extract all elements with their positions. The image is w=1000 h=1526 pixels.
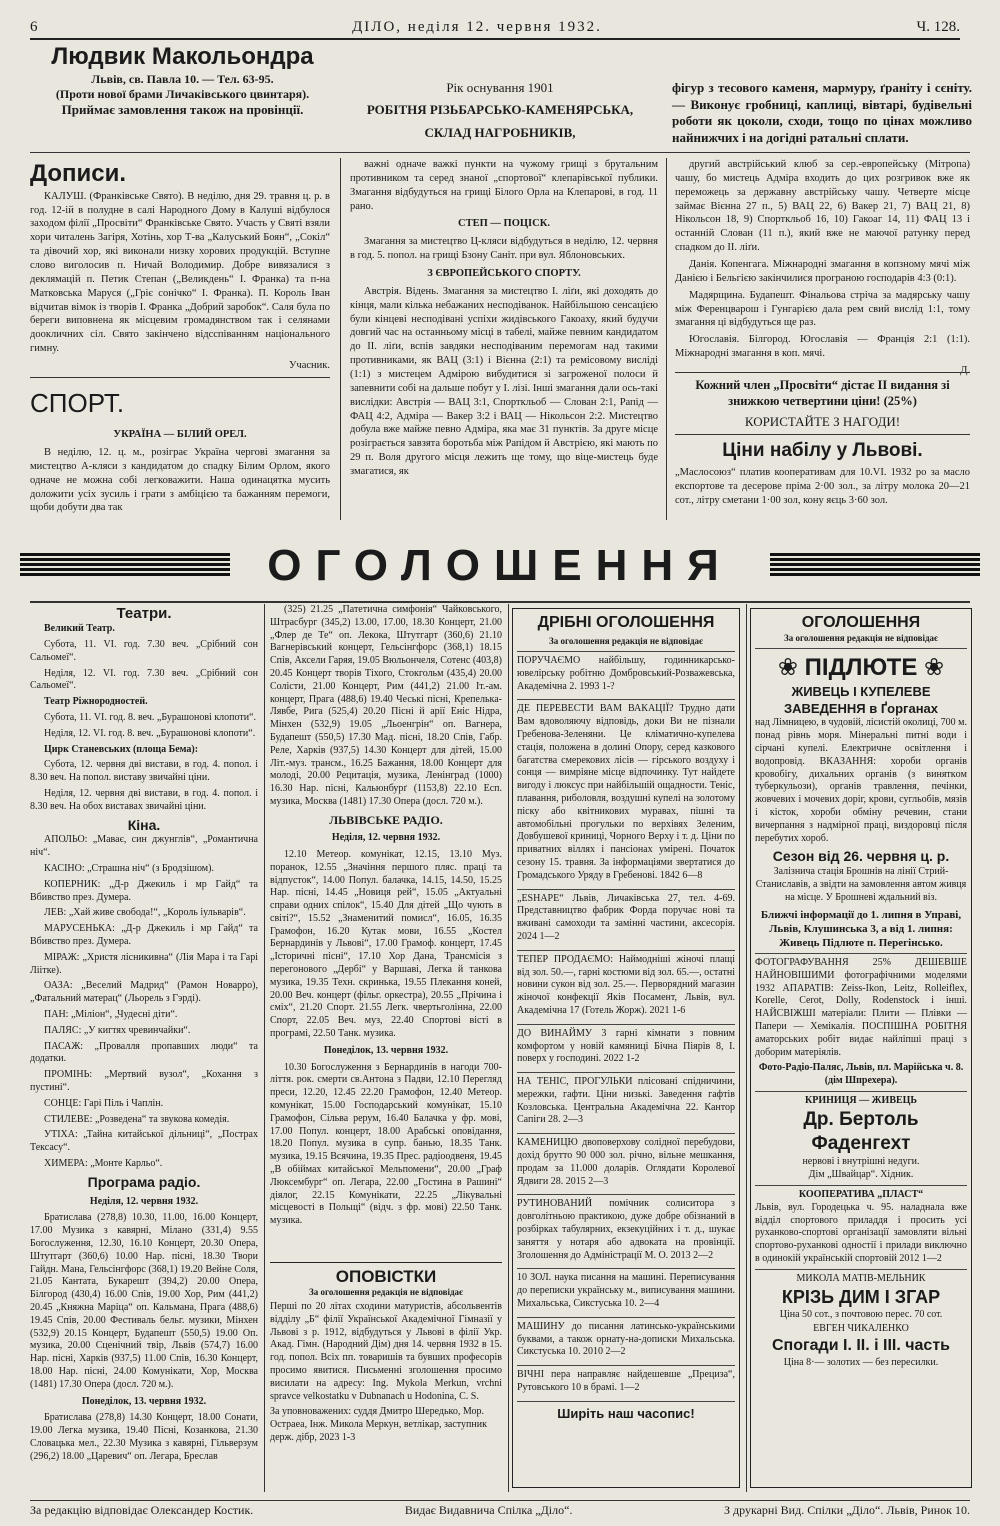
small-ad-1 xyxy=(517,652,735,700)
flower-icon: ❀ xyxy=(777,653,805,681)
doctor-specialty: нервові і внутрішні недуги. xyxy=(802,1156,920,1168)
doctor-address: Дім „Швайцар“. Хідник. xyxy=(755,1169,967,1186)
foto-text: ФОТОГРАФУВАННЯ 25% ДЕШЕВШЕ НАЙНОВІШИМИ фотографічними моделями 1932 АПАРАТІВ: Zeiss-Ikon, Leitz, Rolleiflex, Korelle, Cerot, Dolly, Rodenstock і інші. НАЙСВІЖШІ матеріали: Плити — Плівки — Папери — Хемікалія. ПОСПІШНА РОБІТНЯ аматорських робіт видає найліпші праці з доборим матеріялів. xyxy=(755,956,967,1058)
radio-day-2: Понеділок, 13. червня 1932. xyxy=(81,1395,207,1407)
small-ad-6 xyxy=(517,1073,735,1134)
book2-price: Ціна 8·— золотих — без пересилки. xyxy=(783,1356,939,1368)
prosvita-notice xyxy=(675,372,970,435)
cinema-5: МАРУСЕНЬКА: „Д-р Джекиль і мр Гайд“ та Вбивство през. Думера. xyxy=(30,923,258,948)
rule-top xyxy=(30,152,970,153)
cinema-1: АПОЛЬО: „Маває, син джунглів“, „Романтична ніч“. xyxy=(30,834,258,859)
pidlyute-name: ПІДЛЮТЕ xyxy=(804,653,918,681)
theatre-2a: Субота, 11. VI. год. 8. веч. „Бурашоновi клопоти“. xyxy=(44,711,257,723)
sport-text-4: Австрія. Відень. Змагання за мистецтво І. ліґи, які доходять до кінця, мали кілька небажаних несподіванок. Найбільшою сенсацією були кінцеві несподівані успіхи жидівського Гакоаху, який будучи довгий час на останньому місці в табелі, майже певним кандидатом до ІІ. ліґи, вспів завдяки несподіваним перемогам над такими противниками, як ВАЦ (3:1) і Вієнна (2:1) та ремісовому висліді (1:1) з мистецем Адмірою вибудитися зі загроженої полоси й запевнити собі на дальше побут у І. лізі. Інші змагання дали ось-такі вислідки: Австрія — ВАЦ 3:1, Спорткльоб — Слован 2:1, Рапід — ФАЦ 4:2, Адміра — Вакер 3:2 і ВАЦ — Нікольсон 2:2. Мистецтво добула вже майже певно Адміра, яка має 31 пунктів. За друге місце розіграється завзята боротьба між Рапідом й Австрією, які мають по 29 п. Воля другого місця лежить ще тому, що віце-мистець буде змагатися, як xyxy=(350,285,658,478)
pidlyute-info: Ближчі інформації до 1. липня в Управі, Львів, Клушинська 3, а від 1. липня: xyxy=(760,908,962,935)
lviv-radio-day-2: Понеділок, 13. червня 1932. xyxy=(323,1044,449,1056)
small-ad-5-text: ДО ВИНАЙМУ 3 гарні кімнати з повним комфортом у новій камяниці Бічна Піярів 8, І. поверх у господині. 2022 1-2 xyxy=(517,1027,735,1065)
dopysy-text: КАЛУШ. (Франківське Свято). В неділю, дня 29. травня ц. р. в год. 12-ій в полудне в салі Народного Дому в Калуші відбулося заходом філії „Просвіти“ Франківське Свято. Участь у Святі взяли хори читалень Загіря, Хотінь, хор Т-ва „Калуський Боян“, „Сокіл“ та дівочий хор, які виконали низку хорових продукцій. Вступне слово виголосив п. Ничай Володимир. Добре вивязалися з деклямацій п. Петик Степан („Великдень“ І. Франка) та п-на Матковська Маруся („Гріє сонічко“ І. Франка). П. Король Іван відчитав вімок із творів І. Франка „Добрий заробок“. Саля була по береги виповнена як місцевим громадянством так і селянами доокличних сіл. Свято закінчено відсспіванням національного гимну. xyxy=(30,190,330,355)
small-ad-4 xyxy=(517,951,735,1025)
ad-makolondra-note: Приймає замовлення також на провінції. xyxy=(61,102,304,117)
pidlyute-season: Сезон від 26. червня ц. р. xyxy=(772,848,950,865)
theatre-2: Театр Ріжнородностей. xyxy=(44,696,148,708)
plast-title: КООПЕРАТИВА „ПЛАСТ“ xyxy=(798,1188,924,1200)
opovistky-sign: За уповноважених: суддя Дмитро Шередько, Мор. Остраеа, Інж. Микола Меркун, ветлікар, заступник держ. дібр, 2023 1-3 xyxy=(270,1406,487,1443)
banner-ads xyxy=(20,537,980,599)
masthead: ДІЛО, неділя 12. червня 1932. xyxy=(352,19,602,35)
cinema-12: СОНЦЕ: Гарі Піль і Чаплін. xyxy=(44,1097,164,1109)
small-ad-7-text: КАМЕНИЦЮ двоповерхову солідної перебудови, дохід брутто 90 000 зол. річно, вільне мешкання, продам за 11.000 доларів. Оглядати Королевої Ядвиги 28. 2015 2—3 xyxy=(517,1137,735,1187)
pidlyute-title xyxy=(755,653,967,684)
cinema-14: УТІХА: „Тайна китайської дільниці“, „Пострах Тексасу“. xyxy=(30,1129,258,1154)
opovistky-title: ОПОВІСТКИ xyxy=(335,1267,437,1286)
dopysy-sign: Учасник. xyxy=(288,359,330,371)
small-ad-6-text: НА ТЕНІС, ПРОГУЛЬКИ плісовані спідничини, мережки, гафти. Ціни низькі. Заведення гафтів Козловська. Центральна Академічна 22. Кантор Сапіги 28. 2—3 xyxy=(517,1076,735,1126)
sport-text-6: Данія. Копенгага. Міжнародні змагання в копзному мячі між Данією і Бельгією закінчилися програною господарів 4:3 (0:1). xyxy=(675,259,970,284)
small-ad-8-text: РУТИНОВАНИЙ помічник солиситора з довголітньою практикою, дуже добре обізнаний в розбірках табулярних, екзекуційних і т. д., шукає заняття у нотаря або адвоката на провінції. Зголошення до Адміністрації М. О. 2013 2—2 xyxy=(517,1198,735,1261)
pidlyute-station: Залізнича стація Брошнів на лінії Стрий-Станиславів, а звідти на замовлення автом живця на місце. У Брошневі ждальний віз. xyxy=(755,866,967,903)
ads-right-sub: За оголошення редакція не відповідає xyxy=(755,633,967,649)
theatre-3: Цирк Станевських (площа Бема): xyxy=(44,743,199,755)
pidlyute-sub: ЖИВЕЦЬ І КУПЕЛЕВЕ ЗАВЕДЕННЯ в Ґорганах xyxy=(783,683,939,716)
prices-text: „Маслосоюз“ платив кооперативам для 10.VI. 1932 ро за масло експортове та десерове пріма 2·00 зол., за літру молока 20—21 сот., літру сметани 1·00 зол, кону яєць 3·60 зол. xyxy=(675,467,970,506)
pidlyute-info2: Живець Підлюте п. Перегінсько. xyxy=(755,936,967,954)
book2-title: Спогади І. ІІ. і ІІІ. часть xyxy=(772,1337,950,1355)
cinema-6: МІРАЖ: „Христя лісникивна“ (Лія Мара і та Гарі Ліітке). xyxy=(30,951,258,976)
cinema-10: ПАСАЖ: „Провалля пропавших люди“ та додатки. xyxy=(30,1040,258,1065)
theatre-3a: Субота, 12. червня дві вистави, в год. 4. попол. і 8.30 веч. На попол. виставу звичайні ціни. xyxy=(30,759,258,784)
column-right-news xyxy=(675,158,970,377)
small-ads-sub: За оголошення редакція не відповідає xyxy=(517,633,735,652)
small-ads-title: ДРІБНІ ОГОЛОШЕННЯ xyxy=(537,614,715,631)
footer-editor: За редакцію відповідає Олександер Костик. xyxy=(30,1503,254,1517)
sport-text-8: Югославія. Білгород. Югославія — Франція 2:1 (1:1). Міжнародні змагання в коп. мячі. xyxy=(675,334,970,360)
radio-title: Програма радіо. xyxy=(87,1173,201,1190)
prices-title: Ціни набілу у Львові. xyxy=(722,440,923,461)
small-ad-5 xyxy=(517,1025,735,1073)
lviv-radio-title: ЛЬВІВСЬКЕ РАДІО. xyxy=(329,812,443,827)
flower-icon: ❀ xyxy=(917,653,945,681)
vrule-2 xyxy=(666,158,667,520)
sport-text-2: важні одначе важкі пункти на чужому грищі з брутальним противником та серед знаної „спортової“ клепарівської публики. Змагання відбудуться на грищі Білого Орла на Клепарові, в год. 11 рано. xyxy=(350,159,658,212)
footer-printer: З друкарні Вид. Спілки „Діло“. Львів, Ринок 10. xyxy=(723,1503,970,1517)
small-ads-footer: Ширіть наш часопис! xyxy=(557,1405,695,1421)
opovistky-text: Перші по 20 літах сходини матуристів, абсольвентів відділу „Б“ філії Української Академічної Гімназії у Львові з р. 1912, відбудуться у Львові в філії Укр. Акад. Гімн. (Народний Дім) дня 14. червня 1932 в 15. год. попол. Всіх пп. товаришів та бувших професорів просимо явитися. Письменні зголошення просимо висилати на адресу: Ing. Mykola Merkun, vrchni spravce velkostatku v Dubnanach u Hodonina, C. S. xyxy=(270,1301,502,1402)
book-price: Ціна 50 сот., з почтовою перес. 70 сот. xyxy=(779,1308,943,1320)
column-small-ads xyxy=(512,608,740,1488)
prosvita-line1: Кожний член „Просвіти“ дістає ІІ видання зі знижкою четвертини ціни! (25%) xyxy=(695,378,950,409)
small-ad-8 xyxy=(517,1195,735,1269)
small-ad-2 xyxy=(517,700,735,889)
rule-banner xyxy=(30,601,970,603)
radio-day-1: Неділя, 12. червня 1932. xyxy=(89,1195,199,1207)
sport-sub-ukraina: УКРАЇНА — БІЛИЙ ОРЕЛ. xyxy=(113,429,247,441)
ad-workshop xyxy=(345,80,655,141)
theatre-3b: Неділя, 12. червня дві вистави, в год. 4. попол. і 8.30 веч. На обох виставах звичайні ціни. xyxy=(30,787,258,812)
prosvita-line2: КОРИСТАЙТЕ З НАГОДИ! xyxy=(744,413,901,429)
page-number: 6 xyxy=(30,19,38,35)
small-ad-7 xyxy=(517,1134,735,1195)
theatre-2b: Неділя, 12. VI. год. 8. веч. „Бурашонові клопоти“. xyxy=(44,727,256,739)
lviv-radio-day-1-text: 12.10 Метеор. комунікат, 12.15, 13.10 Муз. поранок, 12.55 „Значіння першого пляс. праці та відпусток“, 14.00 Попул. балачка, 14.15, 14.50, 15.25 Нар. пісні, 14.45 „Новиця рей“, 15.05 „Актуальні справи одних спілок“, 15.40 Для дітей „Що чують в світі?“, 15.52 „Знаменитий помисл“, 16.05, 16.35 Грамофон, 16.20 Кутак мови, 16.55 „Костел Бернардинів у Львові“, 17.00 Грамоф. концерт, 17.45 „Історичні пісні“, 17.10 Хор Дана, Трансмісія з перегонового „Дербі“ у Варшаві, Легка й танкова музика, 19.35 Техн. скринька, 19.55 Плекання коней, 20.00 Веч. концерт (фільг. оркестра), 20.55 „Прічина і сміх“, 21.20 Спорт. 21.55 Легк. чвертьголінна, 22.00 Спорт, 22.05 Веч. муз, 22.40 Спортові вісті в програмі, 22.50 Танк. музика. xyxy=(270,848,502,1040)
footer-publisher: Видає Видавнича Спілка „Діло“. xyxy=(404,1503,573,1517)
ad-workshop-desc: фігур з тесового каменя, мармуру, ґраніту і сєніту. — Виконує гробниці, каплиці, вівтарі, будівельні роботи як цоколи, сходи, тощо по цінах можливо найнижчих і на догідні ратальні сплати. xyxy=(672,80,972,145)
ad-makolondra-address: Львів, св. Павла 10. — Тел. 63-95. xyxy=(91,72,274,86)
sport-text-3: Змагання за мистецтво Ц-кляси відбудуться в неділю, 12. червня в год. 5. попол. на грищі Бзону Саніт. при вул. Яблоновських. xyxy=(350,236,658,262)
column-ads-right xyxy=(750,608,972,1488)
small-ad-2-text: ДЕ ПЕРЕВЕСТИ ВАМ ВАКАЦІЇ? Трудно дати Вам вдоволяючу відповідь, доки Ви не пізнали Гребенова-Зеленяни. Це кліматично-купелева стація, положена в долині Опору, серед казкового багатства смерекових лісів — гірського воздуху і сонця — вимріяне місце відпочинку. Тут найдете вигоду і люксус при найбільшій ощадности. Теніс, плавання, риболовля, воздушні купелі на золотому піску або квітникових муравах, пішні та автомобільні прогульки по верхівях Зеленим, Довбушевої криниці, Чорного Верху і т. д. Ціни по приватних віллях і пансіонах умірені. Почaток сезону 15. травня. За інформаціями звертатися до Громадського Уряду в Гребенові. 1842 6—8 xyxy=(517,703,735,881)
book-author: МИКОЛА МАТІВ-МЕЛЬНИК xyxy=(796,1272,926,1284)
rule-dopysy xyxy=(30,377,330,378)
cinema-13: СТИЛЕВЕ: „Розведена“ та звукова комедія. xyxy=(44,1113,230,1125)
book-title: КРІЗЬ ДИМ І ЗГАР xyxy=(781,1286,941,1307)
small-ad-10 xyxy=(517,1318,735,1366)
cinema-7: ОАЗА: „Веселий Мадрид“ (Рамон Новарро), „Фатальний матерац“ (Льорель з Гэрді). xyxy=(30,980,258,1005)
sport-sub-euro: З ЄВРОПЕЙСЬКОГО СПОРТУ. xyxy=(427,268,581,280)
ads-right-title: ОГОЛОШЕННЯ xyxy=(801,614,921,631)
small-ad-11-text: ВІЧНІ пера направляє найдешевше „Прециза“, Рутовського 10 в брамі. 1—2 xyxy=(517,1369,735,1394)
vrule-4 xyxy=(508,604,509,1492)
radio-foreign-text: (325) 21.25 „Патетична симфонія“ Чайковського, Штрасбург (345,2) 13.00, 17.00, 18.30 Концерт, 21.00 „Флер де Те“ оп. Лекока, Штутгарт (360,6) 21.10 Вагнерівський концерт, Гельсінгфорс (368,1) 18.15 Спів, Аксели Гаряя, 19.05 Вюльончеля, Сотенс (403,8) 20.45 Концерт творів Тіхого, Стокгольм (435,4) 20.00 Солісти, 21.00 Концерт, Рим (441,2) 21.00 Іт.-ам. концерт, Прага (488,6) 19.40 Чеські пісні, Крепелька-Лявбе, Рига (525,4) 20.20 Пісні й арії Еніс Нідра, Мінхен (532,9) 19.05 „Льоенгрін“ оп. Вагнера, Будапешт (550,5) 17.30 Мад. пісні, 18.20 Спів, Габр. Реле, Харків (937,5) 14.30 Концерт для дітей, 15.00 Літ.-муз. трансм., 16.25 Бажання, 18.00 Концерт для молоді, 20.00 Рецитація, музика, Ленінград (1000) 16.30 Нар. пісні, Кальюнбурґ (1153,8) 22.10 Есп. музика, Москва (1481) 17.30 Опера (досл. 720 м.). xyxy=(270,604,503,807)
ad-makolondra-name: Людвик Макольондра xyxy=(51,43,314,70)
plast-text: Львів, вул. Городецька ч. 95. наладнала вже відділ спортового приладдя і просить усі руханково-спортові організації замовляти вільні спортово-руханкові одностії і прилади виключно в одинокій українській спортовій 2012 1—2 xyxy=(755,1202,967,1270)
sport-sub-step: СТЕП — ПОЦІСК. xyxy=(458,218,550,230)
lviv-radio-day-2-text: 10.30 Богослуження з Бернардинів в нагоди 700-ліття. рок. смерти св.Антона з Падви, 12.10 Перегляд преси, 12.20, 12.45 22.20 Грамофон, 12.40 Метеор. комунікат, 15.00 Господарський комунікат, 15.10 Грамофон, Сільва рерум, 16.40 Балачка у фр. мові, 17.00 Попул. концерт, 18.00 Арабські оповідання, 18.20 Попул. музика в супр. банью, 18.35 Танк. музика, 19.15 Всячина, 19.35 Прес. радіоодвеня, 19.45 „В обіймах китайської Мельпомени“, 20.00 „Граф Люксембург“ оп. Легара, 22.00 „Гостина в Рашині“ діялог, 22.15 Комунікати, 22.25 „Лікувальні місцевості в Польщі“ (відч. з фр. мові) 22.50 Танк. музика. xyxy=(270,1061,502,1227)
foto-address: Фото-Радіо-Паляс, Львів, пл. Марійська ч. 8. (дім Шпрехера). xyxy=(755,1062,967,1092)
cinema-2: КАСІНО: „Страшна ніч“ (з Бродзішом). xyxy=(44,863,214,875)
small-ad-3 xyxy=(517,890,735,951)
book2-author: ЕВГЕН ЧИКАЛЕНКО xyxy=(813,1323,909,1335)
banner-title: ОГОЛОШЕННЯ xyxy=(267,541,733,590)
doctor-top: КРИНИЦЯ — ЖИВЕЦЬ xyxy=(804,1094,918,1106)
ad-workshop-store: СКЛАД НАГРОБНИКІВ, xyxy=(424,124,576,140)
page-header xyxy=(30,10,960,40)
vrule-3 xyxy=(264,604,265,1492)
small-ad-9 xyxy=(517,1269,735,1317)
opovistky-block xyxy=(270,1262,502,1493)
sport-text-5: другий австрійський клюб за сер.-европейську (Мітропа) чашу, бо мистець Адміра входить до цих розгривок вже як переможець за державну австрійську чашу. Четверте місце займає Вієнна 27 п., 5) ВАЦ 22, 6) Вакер 21, 7) ВАЦ 21, 8) Нікольсон 18, 9) Спорткльоб 16, 10) Гакоаг 14, 11) ФАЦ 13 і останній Слован (11 п.), який вже не маючої ратунку перед спадком до ІІ. ліґи. xyxy=(675,159,970,254)
column-left-news xyxy=(30,158,330,520)
small-ad-11 xyxy=(517,1366,735,1402)
theatre-1: Великий Театр. xyxy=(44,623,115,635)
column-radio xyxy=(270,604,502,1252)
cinema-title: Кіна. xyxy=(127,816,161,833)
issue-number: Ч. 128. xyxy=(916,19,960,35)
small-ad-1-text: ПОРУЧАЄМО найбільшу, годинникарсько-ювелірську робітню Домбровський-Розважевська, Академічна 2. 1993 1-? xyxy=(517,654,735,692)
column-mid-news xyxy=(350,158,658,520)
ad-makolondra-location: (Проти нової брами Личаківського цвинтаря). xyxy=(55,87,310,101)
vrule-5 xyxy=(746,604,747,1492)
sport-title: СПОРТ. xyxy=(30,387,125,418)
cinema-4: ЛЕВ: „Хай живе свобода!“, „Король іульварів“. xyxy=(44,907,246,919)
cinema-3: КОПЕРНИК: „Д-р Джекиль і мр Гайд“ та Вбивство през. Думера. xyxy=(30,878,258,903)
ad-workshop-name: РОБІТНЯ РІЗЬБАРСЬКО-КАМЕНЯРСЬКА, xyxy=(366,102,634,118)
lviv-radio-day-1: Неділя, 12. червня 1932. xyxy=(331,832,441,844)
ad-workshop-founded: Рік оснування 1901 xyxy=(446,80,554,95)
doctor-name: Др. Бертоль Фаденгехт xyxy=(803,1108,919,1155)
small-ad-3-text: „ESHAPE“ Львів, Личаківська 27, тел. 4-69. Представництво фабрик Форда поручає нові та вживані самоходи та замінні частини, аксесорія. 2024 1—2 xyxy=(517,892,735,942)
ad-makolondra xyxy=(30,42,335,147)
sport-sign: Д. xyxy=(960,365,970,377)
cinema-15: ХИМЕРА: „Монте Карльо“. xyxy=(44,1157,163,1169)
cinema-8: ПАН: „Міліон“, „Чудесні діти“. xyxy=(44,1009,178,1021)
small-ad-10-text: МАШИНУ до писання латинсько-українськими буквами, а також орнату-на-дописки Михальська. Сикстуська 10. 2010 2—2 xyxy=(517,1320,735,1358)
vrule-1 xyxy=(340,158,341,520)
dopysy-title: Дописи. xyxy=(30,160,127,187)
theatre-1b: Неділя, 12. VI. год. 7.30 веч. „Срібний сон Сальомеї“. xyxy=(30,667,258,692)
prices-block xyxy=(675,440,970,508)
cinema-9: ПАЛЯС: „У кигтях чревинчайки“. xyxy=(44,1024,191,1036)
radio-day-2-text: Братислава (278,8) 14.30 Концерт, 18.00 Сонати, 19.00 Легка музика, 19.40 Пісні, Козанкова, 21.30 Словацька мел., 22.30 Музика з кавярні, Гільверзум (296,2) 18.00 „Царевич“ оп. Легара, Бреслав xyxy=(30,1412,258,1462)
opovistky-sub: За оголошення редакція не відповідає xyxy=(309,1287,463,1297)
small-ad-9-text: 10 ЗОЛ. наука писання на машині. Переписування до переписки українську м., виписування машини. Михальська, Сикстуська 10. 2—4 xyxy=(517,1272,735,1310)
small-ad-4-text: ТЕПЕР ПРОДАЄМО: Наймодніші жіночі плащі від зол. 50.—, гарні костюми від зол. 65.—, остатні новини сукон від зол. 25.—. Перворядний магазин жіночої конфекції Яків Посамент, Львів, вул. Академічна 17 (Готель Жорж). 2021 1-6 xyxy=(517,953,735,1016)
cinema-11: ПРОМІНЬ: „Мертвий вузол“, „Кохання з пустині“. xyxy=(30,1069,258,1093)
column-theatres xyxy=(30,604,258,1492)
pidlyute-text: над Лімницею, в чудовій, лісистій околиці, 700 м. понад рівнь моря. Мінеральні питні води і сірчані купелі. Електричне освітлення і водопровід. ВКАЗАННЯ: хороби органів кровобігу, дихальних органів (з виняткoм туберкульози), органів травлення, печінки, жовчевих і мочевих доріг, крови, сугльобів, мязів і кісток, хороби обміну речевин, стани вичерпання з надмірної праці, виздоровці після перебутих хороб. xyxy=(755,717,967,844)
theatre-1a: Субота, 11. VI. год. 7.30 веч. „Срібний сон Сальомеї“. xyxy=(30,638,258,663)
sport-text-7: Мадярщина. Будапешт. Фінальова стріча за мадярську чашу між Ференцварош і Гунгарією дала рем свий вислід 1:1, тому змагання ці відбудуться ще раз. xyxy=(675,289,970,329)
radio-day-1-text: Братислава (278,8) 10.30, 11.00, 16.00 Концерт, 17.00 Музика з кавярні, Мілано (331,4) 9.55 Богослуження, 12.30, 16.10 Концерт, 20.30 Опера, Штутгарт (360,6) 10.00 Нар. пісні, 18.30 Твори Гайдн. Мана, Гельсінгфорс (368,1) 19.20 Вейне Соля, 21.05 Кантата, Букарешт (394,2) 20.00 Опера, Білгород (430,4) 16.00 Спів, 19.00 Хор, Рим (441,2) 20.45 „Княжна Маріца“ оп. Кальмана, Прага (488,6) 19.45 Спів, 20.00 Фестиваль бельг. музики, Мінхен (532,9) 20.15 Концерт, Будапешт (550,5) 19.00 Оп. музика, 20.00 Сценічний твір, Львів (574,7) 16.00 Нар. пісні, Харків (937,5) 11.00 Спів, 16.30 Концерт, 18.00 Нар. пісні, 24.00 Комунікати, Хор, Москва (1481) 17.30 Опера (досл. 720 м.). xyxy=(30,1212,258,1390)
theatres-title: Театри. xyxy=(116,605,172,622)
page-footer xyxy=(30,1500,970,1518)
sport-text-1: В неділю, 12. ц. м., розіграє Україна чергові змагання за мистецтво А-кляси з кандидатом до спадку Білим Орлом, якого одначе не можна собі легковажити. Наша одинацятка мусить доложити усіх зусиль і грати з амбіцією та бажанням перемоги, щоби добути два так xyxy=(30,447,330,514)
